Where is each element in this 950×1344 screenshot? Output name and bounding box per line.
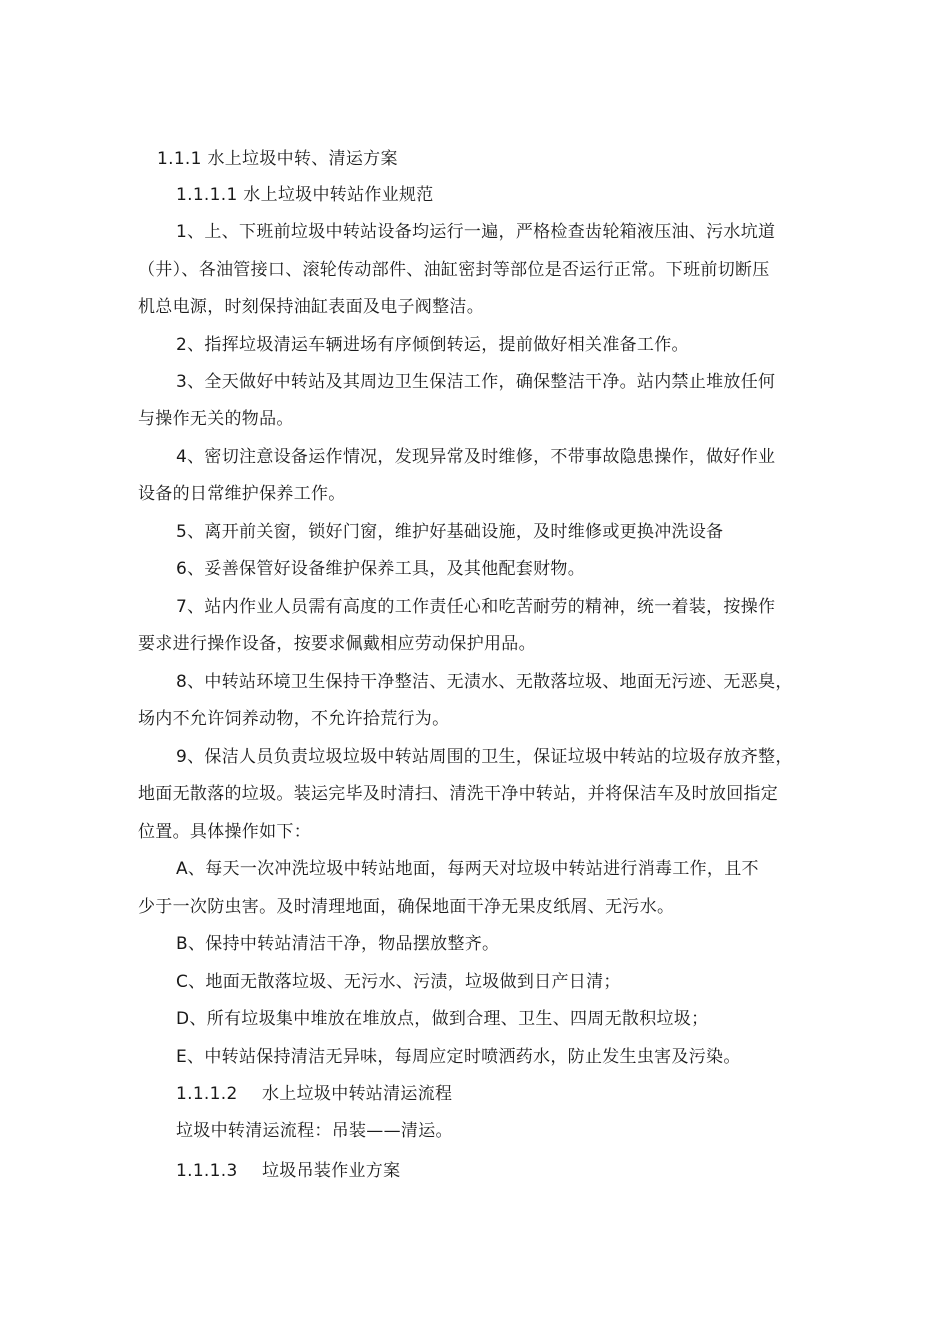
paragraph-line: 场内不允许饲养动物，不允许拾荒行为。 bbox=[138, 709, 450, 729]
paragraph-line: 地面无散落的垃圾。装运完毕及时清扫、清洗干净中转站，并将保洁车及时放回指定 bbox=[138, 784, 779, 804]
paragraph-line: 7、站内作业人员需有高度的工作责任心和吃苦耐劳的精神，统一着装，按操作 bbox=[176, 597, 776, 617]
paragraph-line: E、中转站保持清洁无异味，每周应定时喷洒药水，防止发生虫害及污染。 bbox=[176, 1047, 741, 1067]
paragraph-line: 8、中转站环境卫生保持干净整洁、无渍水、无散落垃圾、地面无污迹、无恶臭， bbox=[176, 672, 793, 692]
paragraph-line: 2、指挥垃圾清运车辆进场有序倾倒转运，提前做好相关准备工作。 bbox=[176, 335, 689, 355]
paragraph-line: 3、全天做好中转站及其周边卫生保洁工作，确保整洁干净。站内禁止堆放任何 bbox=[176, 372, 776, 392]
heading-subsection: 1.1.1.1 水上垃圾中转站作业规范 bbox=[176, 185, 434, 205]
paragraph-line: 要求进行操作设备，按要求佩戴相应劳动保护用品。 bbox=[138, 634, 536, 654]
paragraph-line: C、地面无散落垃圾、无污水、污渍，垃圾做到日产日清； bbox=[176, 972, 621, 992]
paragraph-line: A、每天一次冲洗垃圾中转站地面，每两天对垃圾中转站进行消毒工作，且不 bbox=[176, 859, 759, 879]
paragraph-line: 少于一次防虫害。及时清理地面，确保地面干净无果皮纸屑、无污水。 bbox=[138, 897, 675, 917]
heading-number: 1.1.1.2 bbox=[176, 1084, 238, 1104]
paragraph-line: 1、上、下班前垃圾中转站设备均运行一遍，严格检查齿轮箱液压油、污水坑道 bbox=[176, 222, 776, 242]
paragraph-line: 位置。具体操作如下： bbox=[138, 822, 311, 842]
paragraph-line: D、所有垃圾集中堆放在堆放点，做到合理、卫生、四周无散积垃圾； bbox=[176, 1009, 709, 1029]
paragraph-line: 设备的日常维护保养工作。 bbox=[138, 484, 346, 504]
paragraph-line: 4、密切注意设备运作情况，发现异常及时维修，不带事故隐患操作，做好作业 bbox=[176, 447, 776, 467]
paragraph-line: 与操作无关的物品。 bbox=[138, 409, 294, 429]
paragraph-line: 6、妥善保管好设备维护保养工具，及其他配套财物。 bbox=[176, 559, 586, 579]
paragraph-line: （井）、各油管接口、滚轮传动部件、油缸密封等部位是否运行正常。下班前切断压 bbox=[138, 260, 770, 280]
paragraph-line: 垃圾中转清运流程：吊装——清运。 bbox=[176, 1121, 453, 1141]
paragraph-line: 机总电源，时刻保持油缸表面及电子阀整洁。 bbox=[138, 297, 484, 317]
heading-text: 垃圾吊装作业方案 bbox=[262, 1161, 401, 1181]
paragraph-line: 5、离开前关窗，锁好门窗，维护好基础设施，及时维修或更换冲洗设备 bbox=[176, 522, 724, 542]
paragraph-line: 9、保洁人员负责垃圾垃圾中转站周围的卫生，保证垃圾中转站的垃圾存放齐整， bbox=[176, 747, 793, 767]
heading-subsection bbox=[176, 1082, 452, 1106]
heading-number: 1.1.1.3 bbox=[176, 1161, 238, 1181]
heading-section: 1.1.1 水上垃圾中转、清运方案 bbox=[157, 149, 398, 169]
heading-subsection bbox=[176, 1159, 400, 1183]
paragraph-line: B、保持中转站清洁干净，物品摆放整齐。 bbox=[176, 934, 500, 954]
heading-text: 水上垃圾中转站清运流程 bbox=[262, 1084, 453, 1104]
